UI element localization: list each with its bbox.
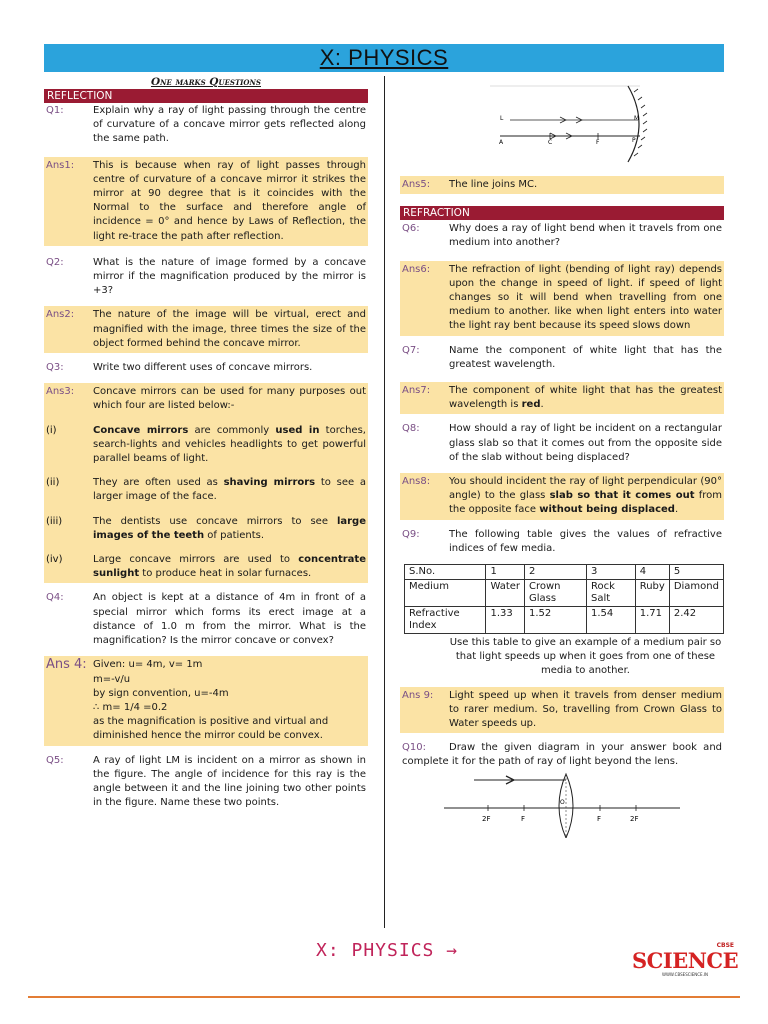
table-cell: Ruby xyxy=(635,580,669,607)
answer-label: Ans7: xyxy=(402,385,431,397)
spacer-label xyxy=(402,636,449,679)
question-label: Q5: xyxy=(46,754,64,766)
logo-url: WWW.CBSESCIENCE.IN xyxy=(662,972,709,977)
answer-label: Ans6: xyxy=(402,263,431,275)
question-label: Q9: xyxy=(402,528,420,540)
use-mid: of patients. xyxy=(204,529,265,541)
answer-3-block xyxy=(44,383,368,583)
label-2f-left: 2F xyxy=(482,814,491,823)
use-item xyxy=(44,422,368,469)
question-text xyxy=(402,741,722,769)
left-column xyxy=(44,76,368,812)
question-label: Q8: xyxy=(402,423,420,435)
use-bold: Concave mirrors xyxy=(93,424,189,436)
question-text: Write two different uses of concave mirrors. xyxy=(93,362,313,374)
question-text: What is the nature of image formed by a concave mirror if the magnification produced by the mirror is +3? xyxy=(93,256,366,297)
table-cell: 5 xyxy=(669,565,723,580)
question-5 xyxy=(44,752,368,813)
answer-label: Ans 4: xyxy=(46,657,87,673)
answer-3 xyxy=(44,383,368,415)
answer-bold: without being displaced xyxy=(539,504,675,516)
answer-pre: You should incident the ray of light perpendicular (90° angle) to the glass xyxy=(449,476,722,502)
use-text xyxy=(93,553,366,581)
answer-9 xyxy=(400,687,724,734)
table-cell: Water xyxy=(486,580,525,607)
table-cell: Rock Salt xyxy=(586,580,635,607)
use-mid: to produce heat in solar furnaces. xyxy=(139,568,312,580)
answer-post: . xyxy=(674,504,679,516)
answer-5 xyxy=(400,176,724,194)
use-item xyxy=(44,513,368,545)
question-text: Use this table to give an example of a medium pair so that light speeds up when it goes from one of these media to another. xyxy=(449,637,722,677)
label-o: O xyxy=(560,798,565,806)
question-text: An object is kept at a distance of 4m in front of a special mirror which forms its erect image at a distance of 1.0 m from the mirror. What is the magnification? Is the mirror concave or convex? xyxy=(93,592,366,647)
table-cell: 4 xyxy=(635,565,669,580)
page-title: X: PHYSICS xyxy=(319,45,449,70)
question-label: Q4: xyxy=(46,592,64,604)
answer-label: Ans1: xyxy=(46,159,75,171)
answer-text: Light speed up when it travels from denser medium to rarer medium. So, travelling from Crown Glass to Water speeds up. xyxy=(449,689,722,730)
use-text xyxy=(93,476,366,504)
use-text xyxy=(93,515,366,543)
table-cell: 2 xyxy=(525,565,587,580)
answer-text: Concave mirrors can be used for many purposes out which four are listed below:- xyxy=(93,386,366,412)
refractive-index-table xyxy=(404,564,724,634)
table-cell: Diamond xyxy=(669,580,723,607)
answer-text: This is because when ray of light passes through centre of curvature of a concave mirror it strikes the mirror at 90 degree that is it coincides with the Normal to the surface and therefore angle of incidence = 0° and hence by Laws of Reflection, the light re-trace the path after reflection. xyxy=(93,159,366,242)
table-cell: Medium xyxy=(405,580,486,607)
answer-4 xyxy=(44,656,368,745)
table-row xyxy=(405,607,724,634)
question-label: Q2: xyxy=(46,256,64,268)
answer-pre: The component of white light that has the greatest wavelength is xyxy=(449,385,722,411)
answer-text xyxy=(449,384,722,412)
use-label: (i) xyxy=(46,424,57,436)
answer-line: Given: u= 4m, v= 1m xyxy=(93,659,203,671)
question-4 xyxy=(44,589,368,650)
question-8 xyxy=(400,420,724,467)
use-label: (iv) xyxy=(46,554,63,566)
section-reflection: REFLECTION xyxy=(44,89,368,103)
use-mid: to see a larger image of the face. xyxy=(93,477,367,503)
answer-text: The refraction of light (bending of light ray) depends upon the change in speed of light. if speed of light changes so it will bend when travelling from one medium to another. like when light enters into water the light ray bent because its speed slows down xyxy=(449,263,722,332)
answer-label: Ans 9: xyxy=(402,689,434,701)
answer-line: as the magnification is positive and virtual and diminished hence the mirror could be convex. xyxy=(93,716,329,742)
answer-2 xyxy=(44,306,368,353)
science-logo xyxy=(632,942,740,977)
use-pre: They are often used as xyxy=(93,477,224,489)
answer-text: The nature of the image will be virtual, erect and magnified with the image, three times the size of the object formed behind the concave mirror. xyxy=(93,309,366,349)
use-bold: used in xyxy=(275,424,320,436)
label-2f-right: 2F xyxy=(630,814,639,823)
logo-cbse: CBSE xyxy=(716,942,734,949)
answer-mid: from the opposite face xyxy=(449,490,723,516)
use-post: torches, search-lights and vehicles headlights to get powerful parallel beams of light. xyxy=(93,424,366,465)
question-1 xyxy=(44,103,368,149)
table-cell: S.No. xyxy=(405,565,486,580)
label-c: C xyxy=(548,139,553,146)
answer-bold: red xyxy=(521,399,541,411)
table-row xyxy=(405,565,724,580)
use-bold: concentrate sunlight xyxy=(93,554,366,580)
question-2 xyxy=(44,254,368,301)
answer-text: The line joins MC. xyxy=(449,179,538,190)
answer-line: ∴ m= 1/4 =0.2 xyxy=(93,701,168,713)
table-cell: 1.54 xyxy=(586,607,635,634)
question-label: Q6: xyxy=(402,223,420,235)
use-text xyxy=(93,424,366,467)
table-cell: 2.42 xyxy=(669,607,723,634)
use-item xyxy=(44,551,368,583)
answer-text xyxy=(449,475,722,518)
column-divider xyxy=(384,76,385,928)
sub-heading: One marks Questions xyxy=(150,76,261,88)
answer-7 xyxy=(400,382,724,414)
use-pre: The dentists use concave mirrors to see xyxy=(93,515,337,527)
footer-title: X: PHYSICS → xyxy=(316,940,459,961)
question-3 xyxy=(44,359,368,377)
label-a: A xyxy=(499,139,504,146)
use-bold: shaving mirrors xyxy=(223,477,316,489)
question-label: Q10: xyxy=(402,742,426,754)
table-cell: 3 xyxy=(586,565,635,580)
label-l: L xyxy=(500,115,504,122)
question-6 xyxy=(400,220,724,252)
question-text: How should a ray of light be incident on a rectangular glass slab so that it comes out from the opposite side of the slab without being displaced? xyxy=(449,423,722,463)
use-label: (ii) xyxy=(46,477,60,489)
table-cell: 1 xyxy=(486,565,525,580)
use-mid: are commonly xyxy=(188,424,276,436)
question-label: Q1: xyxy=(46,105,64,116)
label-f-left: F xyxy=(521,814,526,823)
label-p: P xyxy=(632,137,636,144)
section-refraction: REFRACTION xyxy=(400,206,724,220)
question-body: Draw the given diagram in your answer book and complete it for the path of ray of light beyond the lens. xyxy=(402,742,722,768)
question-text: Name the component of white light that has the greatest wavelength. xyxy=(449,344,722,370)
page-title-bar xyxy=(44,44,724,72)
question-9 xyxy=(400,526,724,558)
answer-1 xyxy=(44,157,368,246)
use-label: (iii) xyxy=(46,515,63,527)
answer-label: Ans8: xyxy=(402,476,431,488)
footer-rule xyxy=(28,996,740,998)
answer-8 xyxy=(400,473,724,520)
question-9-followup xyxy=(400,634,724,681)
logo-science: SCIENCE xyxy=(632,948,739,973)
table-cell: Refractive Index xyxy=(405,607,486,634)
right-column xyxy=(400,76,724,838)
answer-label: Ans3: xyxy=(46,386,75,398)
table-cell: 1.52 xyxy=(525,607,587,634)
label-m: M xyxy=(634,115,640,122)
table-row xyxy=(405,580,724,607)
answer-label: Ans2: xyxy=(46,309,75,321)
use-item xyxy=(44,474,368,506)
table-cell: Crown Glass xyxy=(525,580,587,607)
answer-text xyxy=(93,658,366,743)
answer-post: . xyxy=(540,399,544,411)
use-bold: large images of the teeth xyxy=(93,515,366,541)
mirror-diagram xyxy=(400,76,724,172)
answer-bold: slab so that it comes out xyxy=(549,490,695,502)
lens-diagram xyxy=(400,772,724,838)
question-text: Explain why a ray of light passing through the centre of curvature of a concave mirror gets reflected along the same path. xyxy=(93,105,366,145)
mirror-curve xyxy=(628,86,639,162)
answer-line: by sign convention, u=-4m xyxy=(93,687,229,699)
answer-label: Ans5: xyxy=(402,179,431,190)
answer-6 xyxy=(400,261,724,336)
answer-line: m=-v/u xyxy=(93,673,131,685)
use-pre: Large concave mirrors are used to xyxy=(93,554,299,566)
question-label: Q7: xyxy=(402,344,420,356)
table-cell: 1.71 xyxy=(635,607,669,634)
question-text: The following table gives the values of refractive indices of few media. xyxy=(449,528,722,554)
question-text: A ray of light LM is incident on a mirror as shown in the figure. The angle of incidence for this ray is the angle between it and the line joining two other points in the figure. Name these two points. xyxy=(93,754,366,809)
question-text: Why does a ray of light bend when it travels from one medium into another? xyxy=(449,223,722,249)
question-label: Q3: xyxy=(46,362,64,374)
question-7 xyxy=(400,342,724,374)
table-cell: 1.33 xyxy=(486,607,525,634)
question-10 xyxy=(400,739,724,771)
label-f: F xyxy=(596,139,600,146)
label-f-right: F xyxy=(597,814,602,823)
